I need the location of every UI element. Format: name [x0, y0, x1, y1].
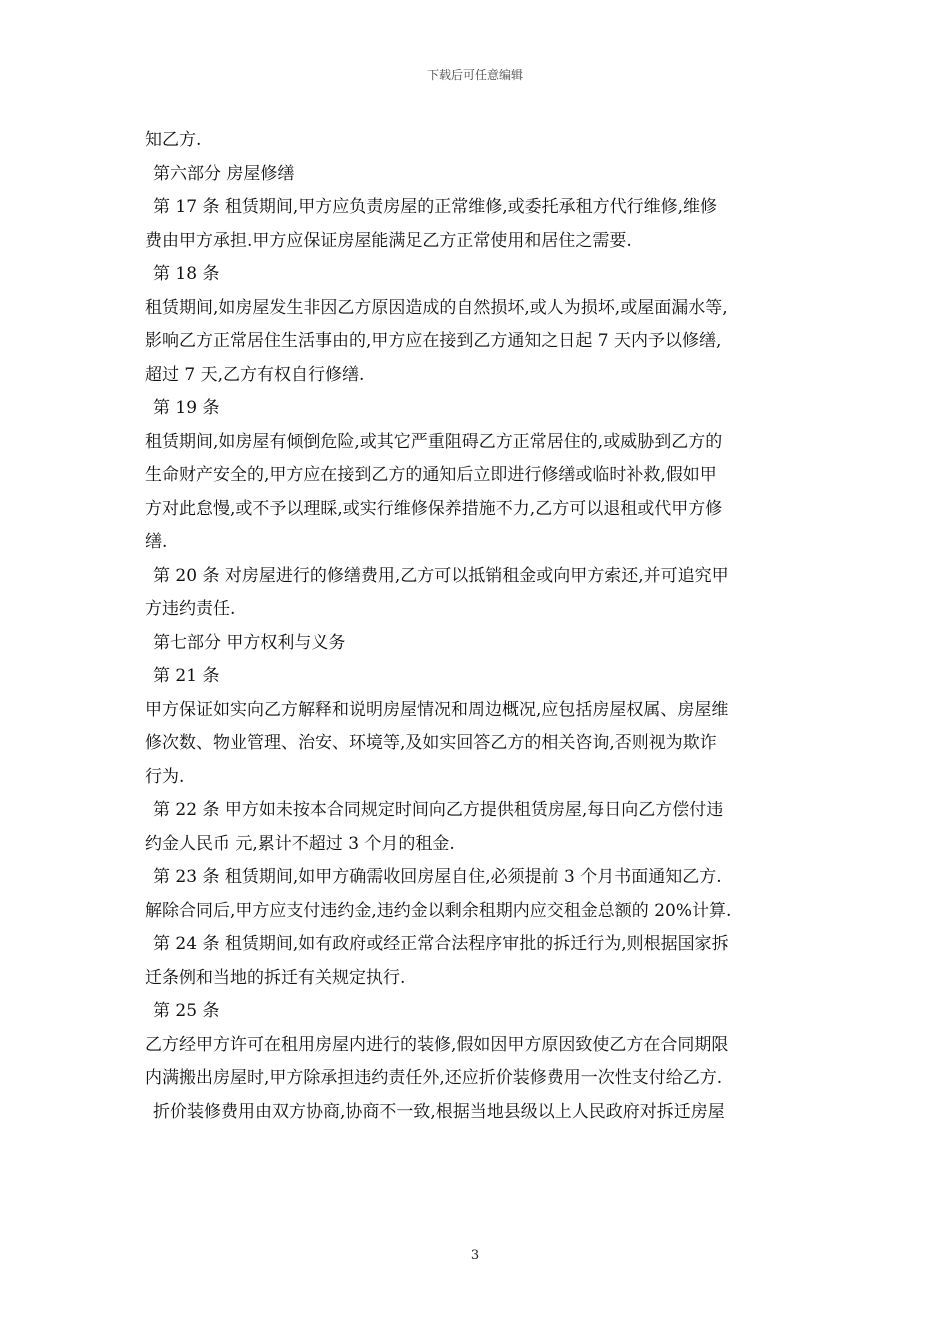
- text-line: 乙方经甲方许可在租用房屋内进行的装修,假如因甲方原因致使乙方在合同期限: [145, 1034, 729, 1055]
- text-line: 第 23 条 租赁期间,如甲方确需收回房屋自住,必须提前 3 个月书面通知乙方.: [153, 867, 722, 887]
- text-line: 超过 7 天,乙方有权自行修缮.: [145, 364, 365, 385]
- text-line: 费由甲方承担.甲方应保证房屋能满足乙方正常使用和居住之需要.: [145, 230, 632, 251]
- text-line: 租赁期间,如房屋有倾倒危险,或其它严重阻碍乙方正常居住的,或威胁到乙方的: [145, 431, 723, 452]
- text-line: 影响乙方正常居住生活事由的,甲方应在接到乙方通知之日起 7 天内予以修缮,: [145, 331, 722, 351]
- text-line: 折价装修费用由双方协商,协商不一致,根据当地县级以上人民政府对拆迁房屋: [153, 1101, 725, 1122]
- text-line: 行为.: [145, 766, 185, 787]
- text-line: 第 22 条 甲方如未按本合同规定时间向乙方提供租赁房屋,每日向乙方偿付违: [153, 800, 724, 820]
- text-line: 第 25 条: [153, 1001, 220, 1021]
- text-line: 约金人民币 元,累计不超过 3 个月的租金.: [145, 833, 455, 854]
- document-body: [145, 124, 815, 1129]
- text-line: 第 19 条: [153, 398, 220, 418]
- text-line: 生命财产安全的,甲方应在接到乙方的通知后立即进行修缮或临时补救,假如甲: [145, 465, 717, 485]
- page-number: 3: [470, 1248, 480, 1263]
- text-line: 租赁期间,如房屋发生非因乙方原因造成的自然损坏,或人为损坏,或屋面漏水等,: [145, 297, 728, 318]
- text-line: 甲方保证如实向乙方解释和说明房屋情况和周边概况,应包括房屋权属、房屋维: [145, 699, 729, 720]
- text-line: 解除合同后,甲方应支付违约金,违约金以剩余租期内应交租金总额的 20%计算.: [145, 900, 732, 921]
- text-line: 方对此怠慢,或不予以理睬,或实行维修保养措施不力,乙方可以退租或代甲方修: [145, 498, 723, 519]
- text-line: 第 17 条 租赁期间,甲方应负责房屋的正常维修,或委托承租方代行维修,维修: [153, 197, 718, 217]
- text-line: 第 20 条 对房屋进行的修缮费用,乙方可以抵销租金或向甲方索还,并可追究甲: [153, 565, 729, 586]
- text-line: 第 18 条: [153, 264, 220, 284]
- text-line: 第六部分 房屋修缮: [153, 163, 295, 184]
- page-header-note: 下载后可任意编辑: [426, 68, 523, 82]
- text-line: 缮.: [145, 532, 168, 552]
- text-line: 方违约责任.: [145, 599, 236, 619]
- text-line: 修次数、物业管理、治安、环境等,及如实回答乙方的相关咨询,否则视为欺诈: [145, 733, 717, 753]
- text-line: 第七部分 甲方权利与义务: [153, 632, 346, 653]
- text-line: 第 24 条 租赁期间,如有政府或经正常合法程序审批的拆迁行为,则根据国家拆: [153, 934, 729, 954]
- text-line: 第 21 条: [153, 666, 220, 686]
- text-line: 迁条例和当地的拆迁有关规定执行.: [145, 967, 406, 988]
- text-line: 内满搬出房屋时,甲方除承担违约责任外,还应折价装修费用一次性支付给乙方.: [145, 1068, 723, 1088]
- text-line: 知乙方.: [145, 130, 202, 150]
